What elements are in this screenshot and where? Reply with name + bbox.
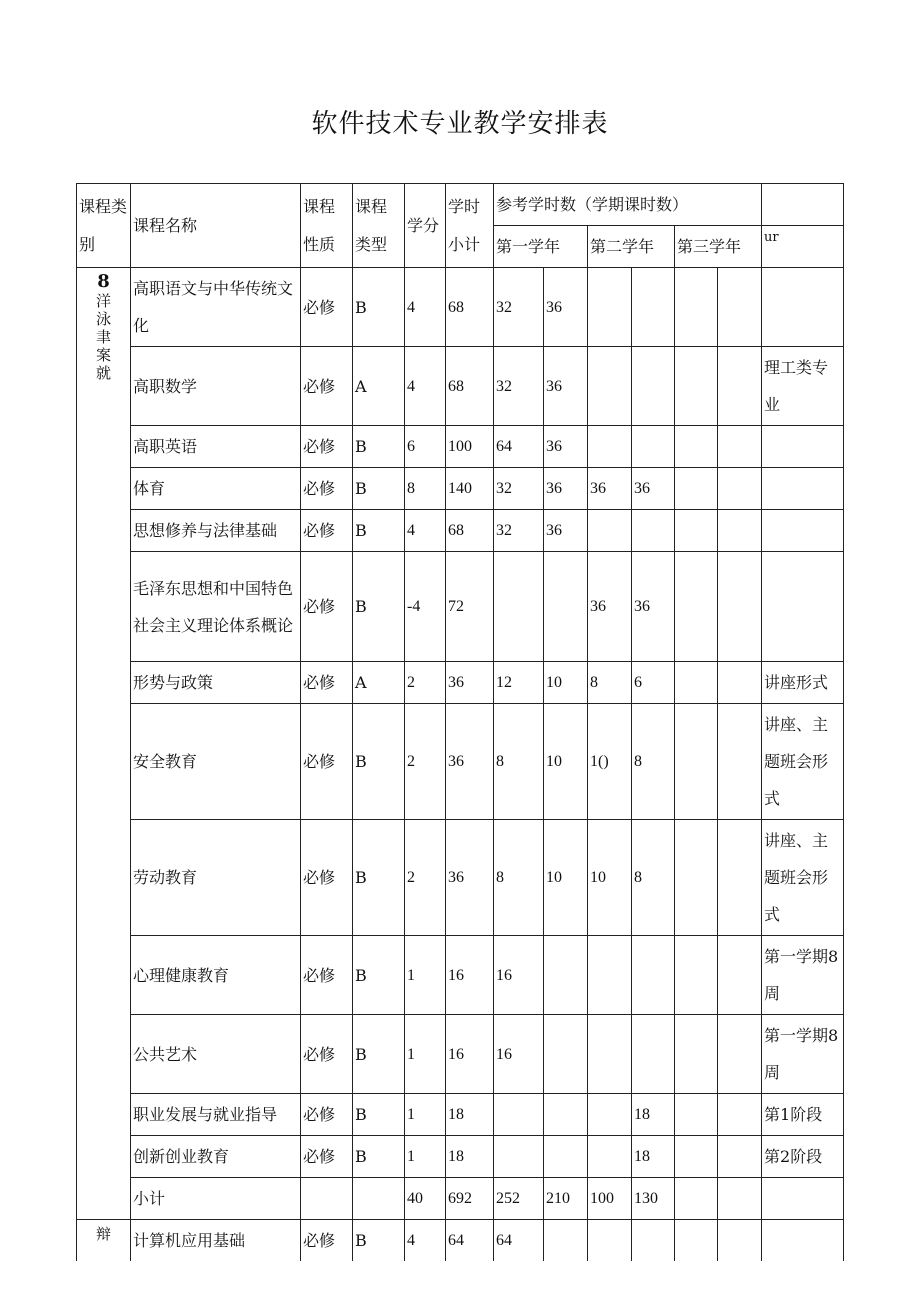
sem4-cell — [632, 1220, 675, 1262]
category-label-second: 辩 — [95, 1225, 111, 1243]
sem3-cell — [588, 268, 632, 347]
remark-cell: 讲座、主题班会形式 — [762, 704, 844, 820]
nature-cell: 必修 — [301, 1220, 353, 1262]
header-year2: 第二学年 — [588, 226, 675, 268]
course-name-cell: 心理健康教育 — [131, 936, 301, 1015]
sem4-cell: 18 — [632, 1094, 675, 1136]
hours-cell: 64 — [446, 1220, 494, 1262]
sem1-cell: 64 — [494, 426, 544, 468]
nature-cell: 必修 — [301, 820, 353, 936]
sem6-cell — [718, 1094, 762, 1136]
header-year3: 第三学年 — [675, 226, 762, 268]
sem3-cell — [588, 510, 632, 552]
nature-cell: 必修 — [301, 936, 353, 1015]
sem2-cell: 36 — [544, 510, 588, 552]
sem6-cell — [718, 552, 762, 662]
credit-cell: 4 — [405, 1220, 446, 1262]
sem5-cell — [675, 936, 718, 1015]
sem1-cell — [494, 1136, 544, 1178]
credit-cell: 1 — [405, 1015, 446, 1094]
nature-cell: 必修 — [301, 1136, 353, 1178]
sem3-cell: 1() — [588, 704, 632, 820]
sem4-cell: 8 — [632, 704, 675, 820]
credit-cell: 4 — [405, 347, 446, 426]
hours-cell: 18 — [446, 1094, 494, 1136]
sem6-cell — [718, 468, 762, 510]
type-cell: B — [353, 704, 405, 820]
sem5-cell — [675, 704, 718, 820]
remark-cell: 第2阶段 — [762, 1136, 844, 1178]
hours-cell: 36 — [446, 820, 494, 936]
table-row — [77, 347, 844, 426]
sem1-cell: 8 — [494, 820, 544, 936]
remark-cell: 第一学期8周 — [762, 936, 844, 1015]
credit-cell: 8 — [405, 468, 446, 510]
remark-cell: 第一学期8周 — [762, 1015, 844, 1094]
sem2-cell: 10 — [544, 820, 588, 936]
nature-cell: 必修 — [301, 426, 353, 468]
table-row — [77, 662, 844, 704]
course-name-cell: 高职数学 — [131, 347, 301, 426]
remark-cell: 理工类专业 — [762, 347, 844, 426]
sem3-cell — [588, 1015, 632, 1094]
category-cell-public — [77, 268, 131, 1220]
sem5-cell — [675, 1094, 718, 1136]
sem3-cell: 100 — [588, 1178, 632, 1220]
table-row — [77, 1136, 844, 1178]
sem6-cell — [718, 1178, 762, 1220]
sem1-cell: 32 — [494, 268, 544, 347]
course-name-cell: 公共艺术 — [131, 1015, 301, 1094]
credit-cell: 40 — [405, 1178, 446, 1220]
sem6-cell — [718, 1015, 762, 1094]
nature-cell: 必修 — [301, 268, 353, 347]
type-cell: A — [353, 662, 405, 704]
remark-cell: 讲座、主题班会形式 — [762, 820, 844, 936]
sem3-cell: 36 — [588, 468, 632, 510]
sem5-cell — [675, 1136, 718, 1178]
course-name-cell: 职业发展与就业指导 — [131, 1094, 301, 1136]
sem3-cell — [588, 936, 632, 1015]
nature-cell: 必修 — [301, 510, 353, 552]
category-cell-second — [77, 1220, 131, 1262]
sem2-cell — [544, 1136, 588, 1178]
sem2-cell — [544, 552, 588, 662]
sem5-cell — [675, 426, 718, 468]
sem5-cell — [675, 1220, 718, 1262]
header-remark: ur — [762, 226, 844, 268]
table-row — [77, 468, 844, 510]
sem6-cell — [718, 1136, 762, 1178]
table-row — [77, 704, 844, 820]
credit-cell: 1 — [405, 1094, 446, 1136]
credit-cell: 2 — [405, 820, 446, 936]
hours-cell: 18 — [446, 1136, 494, 1178]
sem3-cell — [588, 1094, 632, 1136]
sem4-cell — [632, 426, 675, 468]
sem2-cell: 210 — [544, 1178, 588, 1220]
hours-cell: 140 — [446, 468, 494, 510]
category-label: 洋泳聿案就 — [95, 292, 111, 382]
hours-cell: 68 — [446, 510, 494, 552]
type-cell: B — [353, 936, 405, 1015]
type-cell: B — [353, 268, 405, 347]
type-cell: B — [353, 1094, 405, 1136]
header-type: 课程类型 — [353, 184, 405, 268]
sem6-cell — [718, 347, 762, 426]
sem5-cell — [675, 552, 718, 662]
table-row — [77, 936, 844, 1015]
table-row — [77, 1178, 844, 1220]
sem1-cell: 8 — [494, 704, 544, 820]
sem6-cell — [718, 1220, 762, 1262]
table-row — [77, 552, 844, 662]
course-name-cell: 高职英语 — [131, 426, 301, 468]
sem5-cell — [675, 662, 718, 704]
remark-cell: 讲座形式 — [762, 662, 844, 704]
course-name-cell: 毛泽东思想和中国特色社会主义理论体系概论 — [131, 552, 301, 662]
type-cell: B — [353, 468, 405, 510]
type-cell: B — [353, 820, 405, 936]
course-name-cell: 体育 — [131, 468, 301, 510]
sem6-cell — [718, 820, 762, 936]
credit-cell: 4 — [405, 268, 446, 347]
sem1-cell: 32 — [494, 510, 544, 552]
sem4-cell: 6 — [632, 662, 675, 704]
sem5-cell — [675, 347, 718, 426]
remark-cell — [762, 510, 844, 552]
sem4-cell — [632, 510, 675, 552]
credit-cell: 1 — [405, 936, 446, 1015]
sem1-cell — [494, 552, 544, 662]
remark-cell — [762, 426, 844, 468]
sem1-cell: 64 — [494, 1220, 544, 1262]
course-name-cell: 形势与政策 — [131, 662, 301, 704]
nature-cell: 必修 — [301, 1094, 353, 1136]
sem1-cell: 32 — [494, 468, 544, 510]
type-cell: B — [353, 1136, 405, 1178]
sem5-cell — [675, 268, 718, 347]
remark-cell: 第1阶段 — [762, 1094, 844, 1136]
hours-cell: 68 — [446, 268, 494, 347]
header-year1: 第一学年 — [494, 226, 588, 268]
hours-cell: 36 — [446, 662, 494, 704]
nature-cell: 必修 — [301, 552, 353, 662]
sem2-cell: 10 — [544, 662, 588, 704]
remark-cell — [762, 268, 844, 347]
course-name-cell: 安全教育 — [131, 704, 301, 820]
type-cell: B — [353, 426, 405, 468]
sem6-cell — [718, 704, 762, 820]
sem2-cell: 36 — [544, 468, 588, 510]
table-row — [77, 820, 844, 936]
credit-cell: 1 — [405, 1136, 446, 1178]
sem5-cell — [675, 1015, 718, 1094]
hours-cell: 16 — [446, 1015, 494, 1094]
sem4-cell: 18 — [632, 1136, 675, 1178]
sem3-cell: 10 — [588, 820, 632, 936]
remark-cell — [762, 468, 844, 510]
hours-cell: 692 — [446, 1178, 494, 1220]
sem4-cell — [632, 268, 675, 347]
sem5-cell — [675, 510, 718, 552]
sem4-cell — [632, 1015, 675, 1094]
sem2-cell: 36 — [544, 347, 588, 426]
header-row-1 — [77, 184, 844, 226]
header-category: 课程类别 — [77, 184, 131, 268]
nature-cell: 必修 — [301, 468, 353, 510]
hours-cell: 68 — [446, 347, 494, 426]
table-row — [77, 1220, 844, 1262]
remark-cell — [762, 1220, 844, 1262]
credit-cell: 4 — [405, 510, 446, 552]
sem2-cell: 36 — [544, 268, 588, 347]
sem1-cell: 16 — [494, 936, 544, 1015]
course-name-cell: 思想修养与法律基础 — [131, 510, 301, 552]
sem3-cell: 36 — [588, 552, 632, 662]
type-cell: B — [353, 510, 405, 552]
sem4-cell — [632, 936, 675, 1015]
sem5-cell — [675, 1178, 718, 1220]
sem1-cell: 16 — [494, 1015, 544, 1094]
header-hours-total: 学时小计 — [446, 184, 494, 268]
course-name-cell: 创新创业教育 — [131, 1136, 301, 1178]
sem2-cell — [544, 1094, 588, 1136]
nature-cell: 必修 — [301, 1015, 353, 1094]
hours-cell: 100 — [446, 426, 494, 468]
sem1-cell — [494, 1094, 544, 1136]
sem3-cell — [588, 1136, 632, 1178]
sem2-cell: 36 — [544, 426, 588, 468]
remark-cell — [762, 1178, 844, 1220]
sem4-cell: 36 — [632, 468, 675, 510]
sem6-cell — [718, 426, 762, 468]
sem2-cell — [544, 936, 588, 1015]
nature-cell: 必修 — [301, 704, 353, 820]
sem3-cell — [588, 426, 632, 468]
course-name-cell: 高职语文与中华传统文化 — [131, 268, 301, 347]
type-cell: A — [353, 347, 405, 426]
table-row — [77, 268, 844, 347]
sem3-cell — [588, 347, 632, 426]
type-cell: B — [353, 1015, 405, 1094]
hours-cell: 36 — [446, 704, 494, 820]
sem4-cell — [632, 347, 675, 426]
sem4-cell: 130 — [632, 1178, 675, 1220]
sem4-cell: 36 — [632, 552, 675, 662]
table-row — [77, 1015, 844, 1094]
nature-cell: 必修 — [301, 347, 353, 426]
sem1-cell: 252 — [494, 1178, 544, 1220]
header-remark-top — [762, 184, 844, 226]
sem2-cell — [544, 1015, 588, 1094]
course-name-cell: 计算机应用基础 — [131, 1220, 301, 1262]
course-name-cell: 劳动教育 — [131, 820, 301, 936]
credit-cell: 2 — [405, 662, 446, 704]
sem2-cell: 10 — [544, 704, 588, 820]
sem6-cell — [718, 268, 762, 347]
sem3-cell: 8 — [588, 662, 632, 704]
sem1-cell: 32 — [494, 347, 544, 426]
sem5-cell — [675, 820, 718, 936]
table-row — [77, 510, 844, 552]
header-course-name: 课程名称 — [131, 184, 301, 268]
hours-cell: 72 — [446, 552, 494, 662]
sem5-cell — [675, 468, 718, 510]
sem2-cell — [544, 1220, 588, 1262]
type-cell: B — [353, 552, 405, 662]
course-name-cell: 小计 — [131, 1178, 301, 1220]
sem1-cell: 12 — [494, 662, 544, 704]
category-symbol: 8 — [97, 271, 110, 292]
table-row — [77, 426, 844, 468]
header-credit: 学分 — [405, 184, 446, 268]
header-nature: 课程性质 — [301, 184, 353, 268]
type-cell — [353, 1178, 405, 1220]
remark-cell — [762, 552, 844, 662]
credit-cell: -4 — [405, 552, 446, 662]
nature-cell — [301, 1178, 353, 1220]
sem3-cell — [588, 1220, 632, 1262]
nature-cell: 必修 — [301, 662, 353, 704]
credit-cell: 6 — [405, 426, 446, 468]
sem6-cell — [718, 936, 762, 1015]
teaching-schedule-table — [76, 183, 844, 1261]
header-ref-hours: 参考学时数（学期课时数） — [494, 184, 762, 226]
page-title: 软件技术专业教学安排表 — [311, 109, 609, 139]
table-row — [77, 1094, 844, 1136]
credit-cell: 2 — [405, 704, 446, 820]
sem6-cell — [718, 662, 762, 704]
sem6-cell — [718, 510, 762, 552]
type-cell: B — [353, 1220, 405, 1262]
hours-cell: 16 — [446, 936, 494, 1015]
sem4-cell: 8 — [632, 820, 675, 936]
